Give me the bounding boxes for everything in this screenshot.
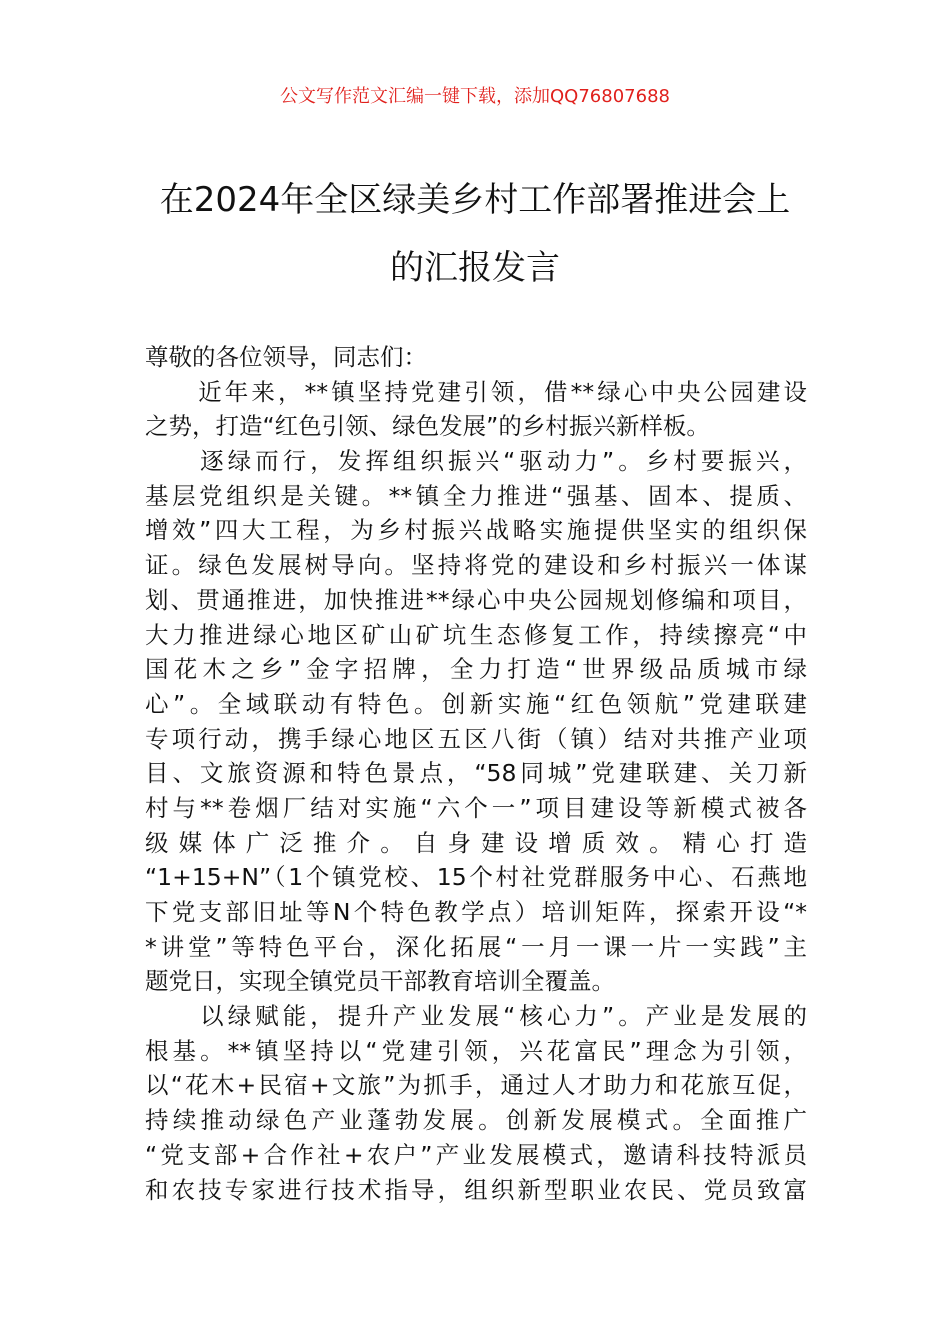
- body-text-line: 逐绿而行，发挥组织振兴“驱动力”。乡村要振兴，: [145, 447, 807, 476]
- document-body: [145, 340, 807, 1207]
- body-text-line: 增效”四大工程，为乡村振兴战略实施提供坚实的组织保: [145, 516, 807, 545]
- body-text-line: 根基。**镇坚持以“党建引领，兴花富民”理念为引领，: [145, 1036, 807, 1065]
- body-text-line: 尊敬的各位领导，同志们：: [145, 343, 427, 371]
- body-text-line: 基层党组织是关键。**镇全力推进“强基、固本、提质、: [145, 481, 807, 510]
- body-text-line: 专项行动，携手绿心地区五区八街（镇）结对共推产业项: [145, 724, 807, 753]
- body-text-line: 以绿赋能，提升产业发展“核心力”。产业是发展的: [145, 1002, 807, 1031]
- header-note: 公文写作范文汇编一键下载，添加QQ76807688: [280, 86, 670, 107]
- body-text-line: “1+15+N”（1个镇党校、15个村社党群服务中心、石燕地: [145, 863, 807, 892]
- body-text-line: 和农技专家进行技术指导，组织新型职业农民、党员致富: [145, 1175, 807, 1204]
- body-text-line: *讲堂”等特色平台，深化拓展“一月一课一片一实践”主: [145, 932, 807, 961]
- body-text-line: 国花木之乡”金字招牌，全力打造“世界级品质城市绿: [145, 655, 807, 684]
- body-text-line: 持续推动绿色产业蓬勃发展。创新发展模式。全面推广: [145, 1106, 807, 1135]
- body-text-line: 之势，打造“红色引领、绿色发展”的乡村振兴新样板。: [145, 412, 710, 441]
- body-text-line: 大力推进绿心地区矿山矿坑生态修复工作，持续擦亮“中: [145, 620, 807, 649]
- body-text-line: 题党日，实现全镇党员干部教育培训全覆盖。: [145, 967, 615, 996]
- body-text-line: “党支部+合作社+农户”产业发展模式，邀请科技特派员: [145, 1140, 807, 1169]
- body-text-line: 证。绿色发展树导向。坚持将党的建设和乡村振兴一体谋: [145, 551, 807, 580]
- body-text-line: 下党支部旧址等N个特色教学点）培训矩阵，探索开设“*: [145, 898, 807, 926]
- body-text-line: 划、贯通推进，加快推进**绿心中央公园规划修编和项目，: [145, 585, 807, 614]
- body-text-line: 目、文旅资源和特色景点，“58同城”党建联建、关刀新: [145, 759, 807, 788]
- body-text-line: 级媒体广泛推介。自身建设增质效。精心打造: [145, 828, 807, 857]
- body-text-line: 以“花木+民宿+文旅”为抓手，通过人才助力和花旅互促，: [145, 1071, 807, 1100]
- body-text-line: 心”。全域联动有特色。创新实施“红色领航”党建联建: [145, 689, 807, 718]
- document-title-line-2: 的汇报发言: [390, 248, 560, 288]
- document-title-line-1: 在2024年全区绿美乡村工作部署推进会上: [159, 180, 791, 220]
- body-text-line: 村与**卷烟厂结对实施“六个一”项目建设等新模式被各: [145, 793, 807, 822]
- body-text-line: 近年来，**镇坚持党建引领，借**绿心中央公园建设: [145, 377, 807, 406]
